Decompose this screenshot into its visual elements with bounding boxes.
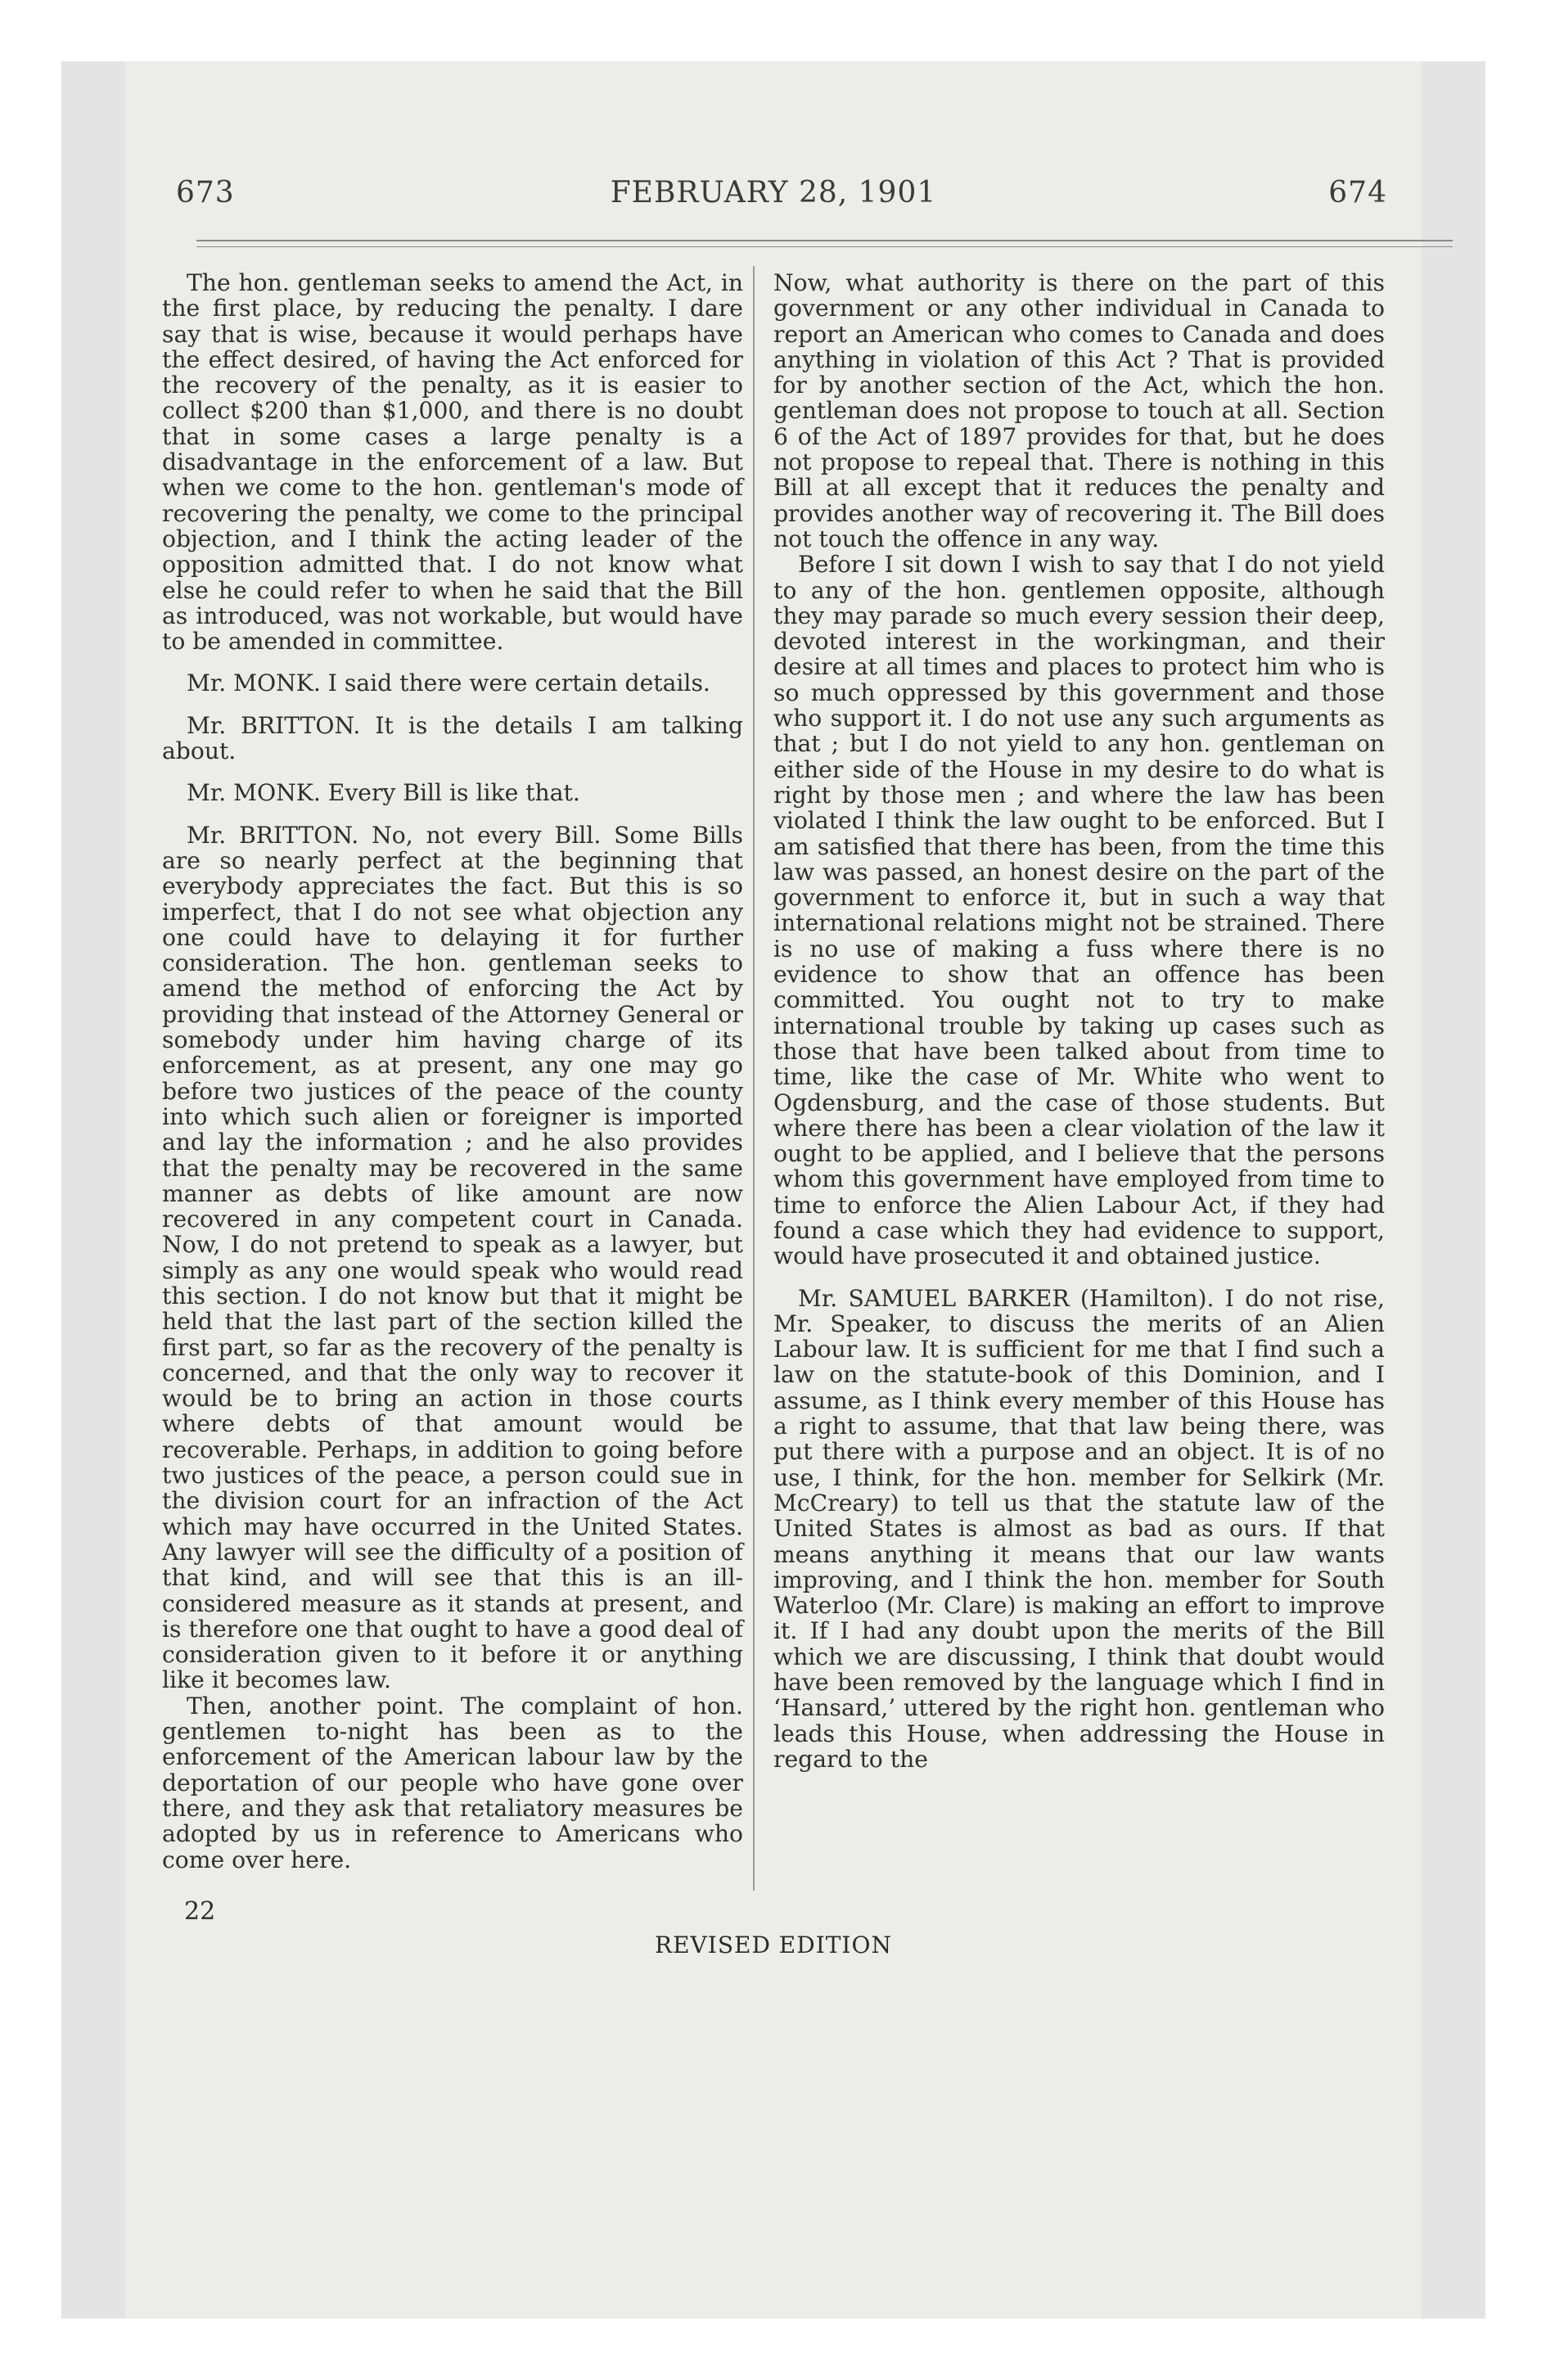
- paragraph: Now, what authority is there on the part of this government or any other individual in Canada to report an American who comes to Canada and does anything in violation of this Act ? That is provided for by another section of the Act, which the hon. gentleman does not propose to touch at all. Section 6 of the Act of 1897 provides for that, but he does not propose to repeal that. There is nothing in this Bill at all except that it reduces the penalty and provides another way of recovering it. The Bill does not touch the offence in any way.: [773, 269, 1385, 552]
- paragraph: Mr. MONK. Every Bill is like that.: [187, 779, 580, 807]
- paragraph: Mr. BRITTON. It is the details I am talking about.: [162, 711, 743, 765]
- paragraph: Then, another point. The complaint of hon. gentlemen to-night has been as to the enforcement of the American labour law by the deportation of our people who have gone over there, and they ask that retaliatory measures be adopted by us in reference to Americans who come over here.: [162, 1692, 743, 1873]
- footer-edition: REVISED EDITION: [655, 1931, 892, 1959]
- page-date-heading: FEBRUARY 28, 1901: [610, 176, 937, 210]
- left-column: [162, 270, 743, 1873]
- scanned-page-background: [61, 61, 1485, 2319]
- right-page-number: 674: [1328, 176, 1387, 210]
- signature-mark: 22: [184, 1897, 216, 1926]
- paragraph: Mr. BRITTON. No, not every Bill. Some Bills are so nearly perfect at the beginning that everybody appreciates the fact. But this is so imperfect, that I do not see what objection any one could have to delaying it for further consideration. The hon. gentleman seeks to amend the method of enforcing the Act by providing that instead of the Attorney General or somebody under him having charge of its enforcement, as at present, any one may go before two justices of the peace of the county into which such alien or foreigner is imported and lay the information ; and he also provides that the penalty may be recovered in the same manner as debts of like amount are now recovered in any competent court in Canada. Now, I do not pretend to speak as a lawyer, but simply as any one would speak who would read this section. I do not know but that it might be held that the last part of the section killed the first part, so far as the recovery of the penalty is concerned, and that the only way to recover it would be to bring an action in those courts where debts of that amount would be recoverable. Perhaps, in addition to going before two justices of the peace, a person could sue in the division court for an infraction of the Act which may have occurred in the United States. Any lawyer will see the difficulty of a position of that kind, and will see that this is an ill-considered measure as it stands at present, and is therefore one that ought to have a good deal of consideration given to it before it or anything like it becomes law.: [162, 821, 743, 1694]
- paragraph: Mr. SAMUEL BARKER (Hamilton). I do not rise, Mr. Speaker, to discuss the merits of an Alien Labour law. It is sufficient for me that I find such a law on the statute-book of this Dominion, and I assume, as I think every member of this House has a right to assume, that that law being there, was put there with a purpose and an object. It is of no use, I think, for the hon. member for Selkirk (Mr. McCreary) to tell us that the statute law of the United States is almost as bad as ours. If that means anything it means that our law wants improving, and I think the hon. member for South Waterloo (Mr. Clare) is making an effort to improve it. If I had any doubt upon the merits of the Bill which we are discussing, I think that doubt would have been removed by the language which I find in ‘Hansard,’ uttered by the right hon. gentleman who leads this House, when addressing the House in regard to the: [773, 1284, 1385, 1773]
- paragraph: Before I sit down I wish to say that I do not yield to any of the hon. gentlemen opposite, although they may parade so much every session their deep, devoted interest in the workingman, and their desire at all times and places to protect him who is so much oppressed by this government and those who support it. I do not use any such arguments as that ; but I do not yield to any hon. gentleman on either side of the House in my desire to do what is right by those men ; and where the law has been violated I think the law ought to be enforced. But I am satisfied that there has been, from the time this law was passed, an honest desire on the part of the government to enforce it, but in such a way that international relations might not be strained. There is no use of making a fuss where there is no evidence to show that an offence has been committed. You ought not to try to make international trouble by taking up cases such as those that have been talked about from time to time, like the case of Mr. White who went to Ogdensburg, and the case of those students. But where there has been a clear violation of the law it ought to be applied, and I believe that the persons whom this government have employed from time to time to enforce the Alien Labour Act, if they had found a case which they had evidence to support, would have prosecuted it and obtained justice.: [773, 551, 1385, 1270]
- right-column: [773, 270, 1385, 1772]
- paragraph: Mr. MONK. I said there were certain details.: [187, 669, 710, 697]
- column-divider: [753, 266, 755, 1891]
- left-page-number: 673: [176, 176, 235, 210]
- header-rule: [196, 240, 1453, 241]
- header-rule-thin: [196, 246, 1453, 247]
- paragraph: The hon. gentleman seeks to amend the Act, in the first place, by reducing the penalty. I dare say that is wise, because it would perhaps have the effect desired, of having the Act enforced for the recovery of the penalty, as it is easier to collect $200 than $1,000, and there is no doubt that in some cases a large penalty is a disadvantage in the enforcement of a law. But when we come to the hon. gentleman's mode of recovering the penalty, we come to the principal objection, and I think the acting leader of the opposition admitted that. I do not know what else he could refer to when he said that the Bill as introduced, was not workable, but would have to be amended in committee.: [162, 269, 743, 656]
